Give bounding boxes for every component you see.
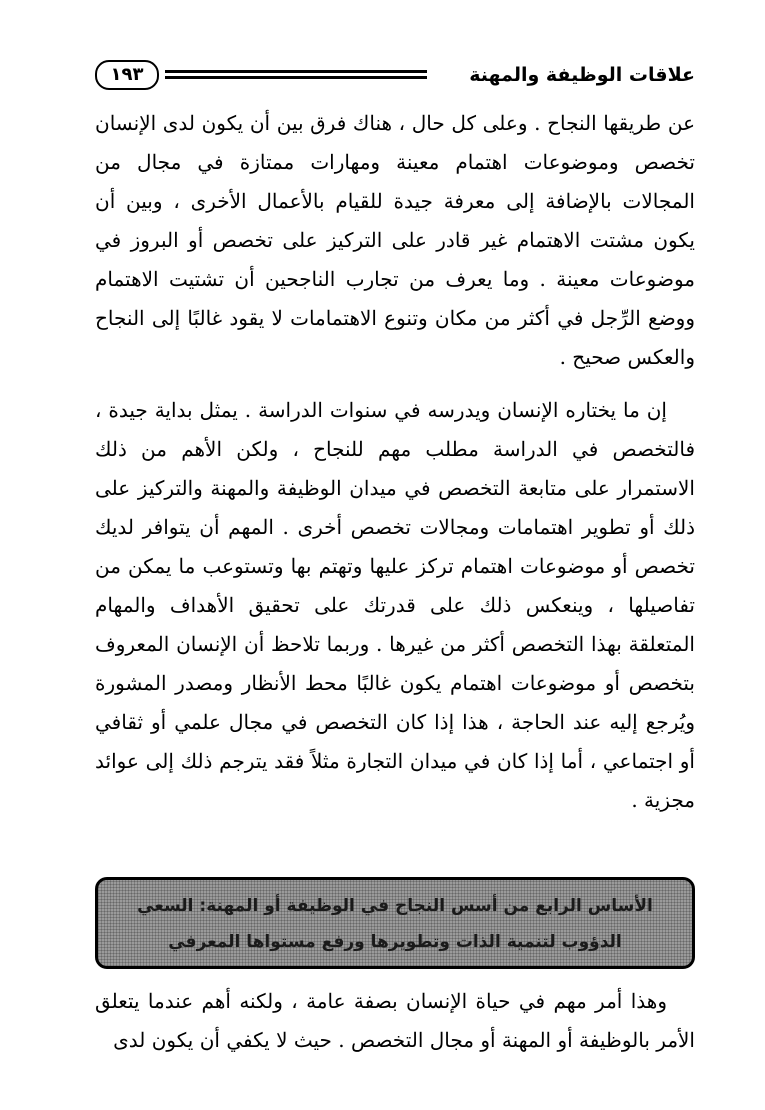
header-rule [165, 70, 427, 79]
running-header [95, 60, 695, 96]
chapter-title: علاقات الوظيفة والمهنة [469, 64, 695, 86]
paragraph-3: وهذا أمر مهم في حياة الإنسان بصفة عامة ، ولكنه أهم عندما يتعلق الأمر بالوظيفة أو المهنة أو مجال التخصص . حيث لا يكفي أن يكون لدى [95, 989, 695, 1052]
body-text-continued [95, 982, 695, 1060]
highlight-text: الأساس الرابع من أسس النجاح في الوظيفة أو المهنة: السعي الدؤوب لتنمية الذات وتطويرها ورفع مستواها المعرفي [137, 896, 653, 952]
paragraph-1: عن طريقها النجاح . وعلى كل حال ، هناك فرق بين أن يكون لدى الإنسان تخصص وموضوعات اهتمام معينة ومهارات ممتازة في مجال من المجالات بالإضافة إلى معرفة جيدة للقيام بالأعمال الأخرى ، وبين أن يكون مشتت الاهتمام غير قادر على التركيز على تخصص أو البروز في موضوعات معينة . وما يعرف من تجارب الناجحين أن تشتيت الاهتمام ووضع الرِّجل في أكثر من مكان وتنوع الاهتمامات لا يقود غالبًا إلى النجاح والعكس صحيح . [95, 111, 695, 369]
paragraph-2: إن ما يختاره الإنسان ويدرسه في سنوات الدراسة . يمثل بداية جيدة ، فالتخصص في الدراسة مطلب مهم للنجاح ، ولكن الأهم من ذلك الاستمرار على متابعة التخصص في ميدان الوظيفة والمهنة والتركيز على ذلك أو تطوير اهتمامات ومجالات تخصص أخرى . المهم أن يتوافر لديك تخصص أو موضوعات اهتمام تركز عليها وتهتم بها وتستوعب ما يمكن من تفاصيلها ، وينعكس ذلك على قدرتك على تحقيق الأهداف والمهام المتعلقة بهذا التخصص أكثر من غيرها . وربما تلاحظ أن الإنسان المعروف بتخصص أو موضوعات اهتمام يكون غالبًا محط الأنظار ومصدر المشورة ويُرجع إليه عند الحاجة ، هذا إذا كان التخصص في مجال علمي أو ثقافي أو اجتماعي ، أما إذا كان في ميدان التجارة مثلاً فقد يترجم ذلك إلى عوائد مجزية . [95, 398, 695, 812]
highlight-box [95, 877, 695, 969]
page-number: ١٩٣ [95, 60, 159, 90]
body-text [95, 104, 695, 820]
